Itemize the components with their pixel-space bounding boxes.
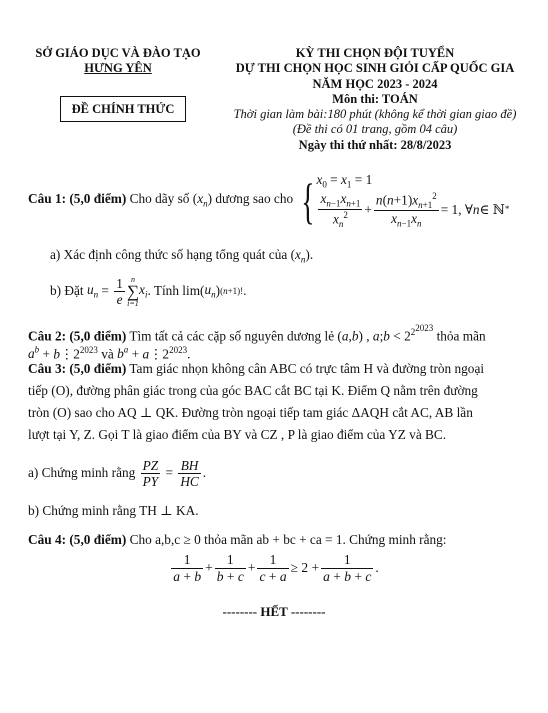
q1-system: $x_0 = x_1 = 1$ $\frac{x_{n-1}x_{n+1}}{x_n^2}$ + $\frac{n(n+1)x_{n+1}^2}{x_{n-1}x_n}$ = 1, ∀ n ∈ ℕ * bbox=[316, 172, 510, 229]
q4-inequality: $\frac{1}{a + b}$ + $\frac{1}{b + c}$ + $\frac{1}{c + a}$ ≥ 2 + $\frac{1}{a + b + c}$ . bbox=[173, 552, 379, 584]
exam-pages: (Đề thi có 01 trang, gồm 04 câu) bbox=[292, 122, 458, 137]
exam-title1: KỲ THI CHỌN ĐỘI TUYỂN bbox=[295, 46, 455, 60]
exam-time: Thời gian làm bài:180 phút (không kể thời gian giao đề) bbox=[233, 107, 517, 121]
q1-text: Cho dãy số bbox=[129, 191, 190, 207]
exam-year: NĂM HỌC 2023 - 2024 bbox=[312, 76, 438, 91]
department-block bbox=[28, 46, 208, 76]
system-brace: { bbox=[301, 172, 316, 229]
q4-statement: Câu 4: (5,0 điểm) Cho a,b,c ≥ 0 thỏa mãn ab + bc + ca = 1. Chứng minh rằng: bbox=[28, 532, 447, 547]
department-line1: SỞ GIÁO DỤC VÀ ĐÀO TẠO bbox=[35, 46, 201, 60]
q1-label: Câu 1: bbox=[28, 191, 67, 207]
department-line2: HƯNG YÊN bbox=[84, 61, 152, 75]
q1-text2: dương sao cho bbox=[215, 191, 294, 207]
q1-statement: Câu 1: (5,0 điểm) Cho dãy số $(x_n)$ dương sao cho { $x_0 = x_1 = 1$ $\frac{x_{n-1}x_{n+1}}{x_n^2}$ + $\frac{n(n+1)x_{n+1}^2}{x_{n-1}x_n}$ = 1, ∀ n ∈ ℕ * bbox=[28, 172, 510, 229]
q3-part-b: b) Chứng minh rằng TH ⊥ KA. bbox=[28, 503, 199, 518]
exam-subject: Môn thi: TOÁN bbox=[332, 91, 418, 106]
q3-part-a: a) Chứng minh rằng $\frac{PZ}{PY}$ = $\frac{BH}{HC}$ . bbox=[28, 458, 207, 490]
q2-statement: Câu 2: (5,0 điểm) Tìm tất cả các cặp số nguyên dương lẻ (a,b) , a;b < $2^{2^{2023}}$ thỏa mãn $a^b$ + $b⋮2^{2023}$ và $b^a$ + $a⋮2^{2023}$. bbox=[28, 323, 486, 362]
official-badge: ĐỀ CHÍNH THỨC bbox=[60, 96, 186, 122]
q3-statement: Câu 3: (5,0 điểm) Tam giác nhọn không cân ABC có trực tâm H và đường tròn ngoại tiếp (O), đường phân giác trong của góc BAC cắt BC tại K. Điểm Q nằm trên đường tròn (O) sao cho AQ ⊥ QK. Đường tròn ngoại tiếp tam giác ΔAQH cắt AC, AB lần lượt tại Y, Z. Gọi T là giao điểm của BY và CZ , P là giao điểm của YZ và BC. bbox=[28, 361, 485, 442]
exam-header bbox=[210, 46, 540, 153]
exam-date: Ngày thi thứ nhất: 28/8/2023 bbox=[298, 137, 452, 152]
q1-part-a: a) Xác định công thức số hạng tổng quát của $(x_n)$. bbox=[50, 247, 314, 265]
q1-points: (5,0 điểm) bbox=[69, 191, 127, 207]
end-marker: -------- HẾT -------- bbox=[222, 604, 326, 619]
q1-part-b: b) Đặt $u_n$ = $\frac{1}{e}$ n ∑ i=1 $x_i$ . Tính lim( $u_n$ ) (n+1)! . bbox=[50, 275, 247, 308]
exam-title2: DỰ THI CHỌN HỌC SINH GIỎI CẤP QUỐC GIA bbox=[235, 61, 515, 76]
